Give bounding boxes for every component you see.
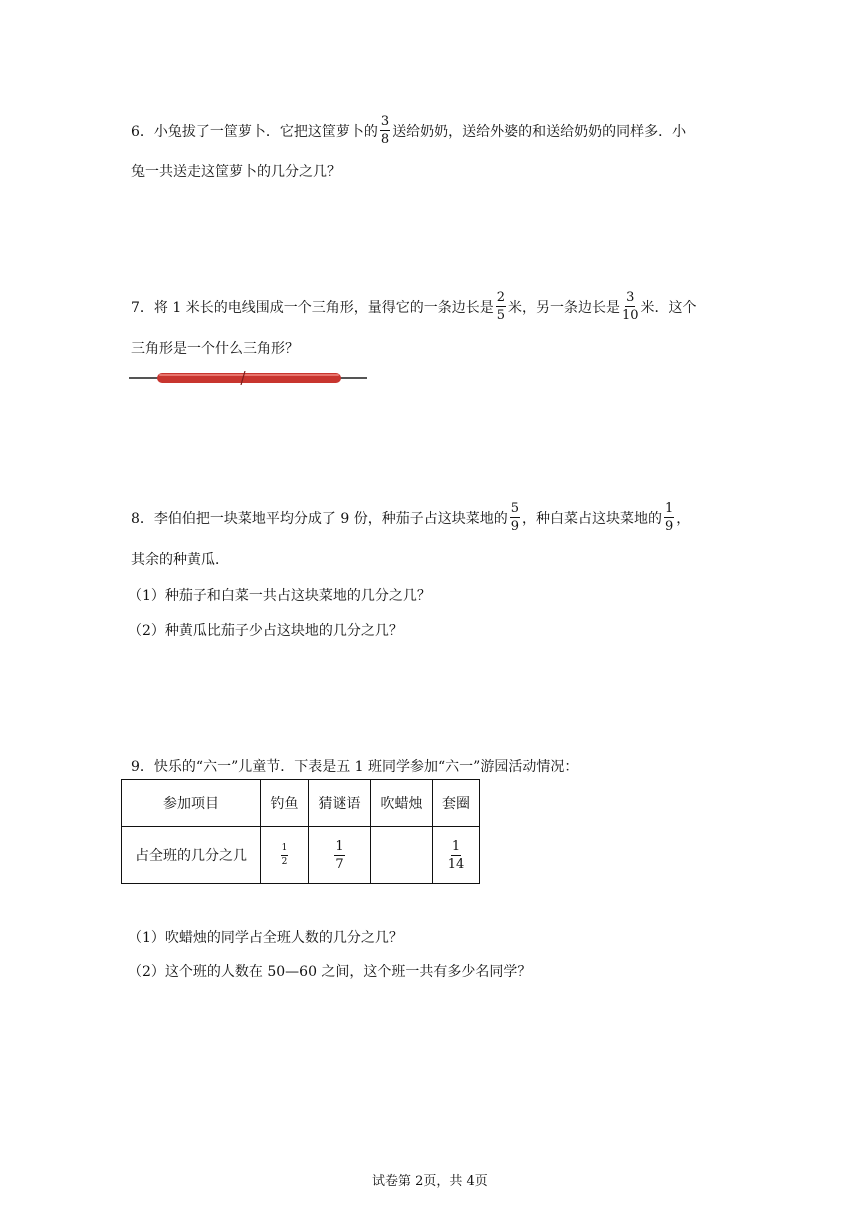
fraction-numerator: 3 — [626, 290, 635, 305]
q7-fraction-2 — [622, 291, 639, 322]
table-header-cell: 猜谜语 — [309, 780, 371, 827]
q8-fraction-1 — [510, 502, 520, 533]
fraction-denominator: 9 — [665, 519, 674, 534]
q8-line2: 其余的种黄瓜． — [131, 552, 229, 568]
q9-sub2: （2）这个班的人数在 50—60 之间，这个班一共有多少名同学？ — [128, 964, 532, 980]
fraction-denominator: 8 — [380, 132, 390, 147]
q8-text-b: ，种白菜占这块菜地的 — [522, 510, 662, 527]
table-header-cell: 参加项目 — [122, 780, 261, 827]
table-cell-empty — [371, 827, 433, 884]
fraction-denominator: 7 — [335, 856, 344, 872]
fraction-numerator: 1 — [451, 838, 461, 854]
fraction-numerator: 5 — [510, 501, 519, 516]
q8-line1 — [131, 502, 690, 533]
q6-line1 — [131, 115, 686, 146]
fraction-denominator: 9 — [510, 519, 519, 534]
table-header-cell: 吹蜡烛 — [371, 780, 433, 827]
table-header-cell: 钓鱼 — [261, 780, 309, 827]
page-footer: 试卷第 2页，共 4页 — [372, 1174, 488, 1189]
table-fraction — [448, 840, 465, 871]
q6-text-b: 送给奶奶，送给外婆的和送给奶奶的同样多．小 — [392, 123, 687, 140]
table-cell — [261, 827, 309, 884]
q6-text-a: 6．小兔拔了一筐萝卜．它把这筐萝卜的 — [131, 123, 378, 140]
q7-text-b: 米，另一条边长是 — [508, 299, 620, 316]
fraction-numerator: 3 — [380, 114, 390, 129]
q8-text-a: 8．李伯伯把一块菜地平均分成了 9 份，种茄子占这块菜地的 — [131, 510, 508, 527]
q7-line1 — [131, 291, 697, 322]
q7-text-a: 7．将 1 米长的电线围成一个三角形，量得它的一条边长是 — [131, 299, 494, 316]
fraction-numerator: 1 — [665, 501, 674, 516]
fraction-numerator: 1 — [335, 838, 344, 854]
fraction-numerator: 1 — [281, 844, 289, 856]
table-fraction — [281, 844, 289, 867]
wire-highlight — [159, 374, 339, 376]
table-cell — [433, 827, 480, 884]
fraction-denominator: 2 — [281, 856, 288, 867]
fraction-denominator: 5 — [496, 308, 505, 323]
fraction-denominator: 14 — [447, 856, 465, 872]
q7-text-c: 米．这个 — [640, 299, 697, 316]
table-fraction — [334, 840, 344, 871]
table-header-cell: 套圈 — [433, 780, 480, 827]
q6-fraction — [380, 115, 390, 146]
q9-sub1: （1）吹蜡烛的同学占全班人数的几分之几？ — [128, 930, 403, 946]
q8-text-c: ， — [676, 510, 691, 527]
table-row-label: 占全班的几分之几 — [122, 827, 261, 884]
q8-fraction-2 — [664, 502, 674, 533]
q8-sub1: （1）种茄子和白菜一共占这块菜地的几分之几？ — [128, 588, 431, 604]
fraction-denominator: 10 — [622, 308, 639, 323]
q6-line2: 兔一共送走这筐萝卜的几分之几？ — [131, 164, 341, 180]
activity-table — [121, 779, 480, 884]
table-cell — [309, 827, 371, 884]
q9-intro: 9．快乐的“六一”儿童节．下表是五 1 班同学参加“六一”游园活动情况： — [131, 759, 579, 775]
wire-illustration — [129, 371, 369, 385]
table-header-row — [122, 780, 480, 827]
q8-sub2: （2）种黄瓜比茄子少占这块地的几分之几？ — [128, 623, 403, 639]
q7-fraction-1 — [496, 291, 506, 322]
q7-line2: 三角形是一个什么三角形？ — [131, 341, 299, 357]
fraction-numerator: 2 — [496, 290, 505, 305]
table-row — [122, 827, 480, 884]
